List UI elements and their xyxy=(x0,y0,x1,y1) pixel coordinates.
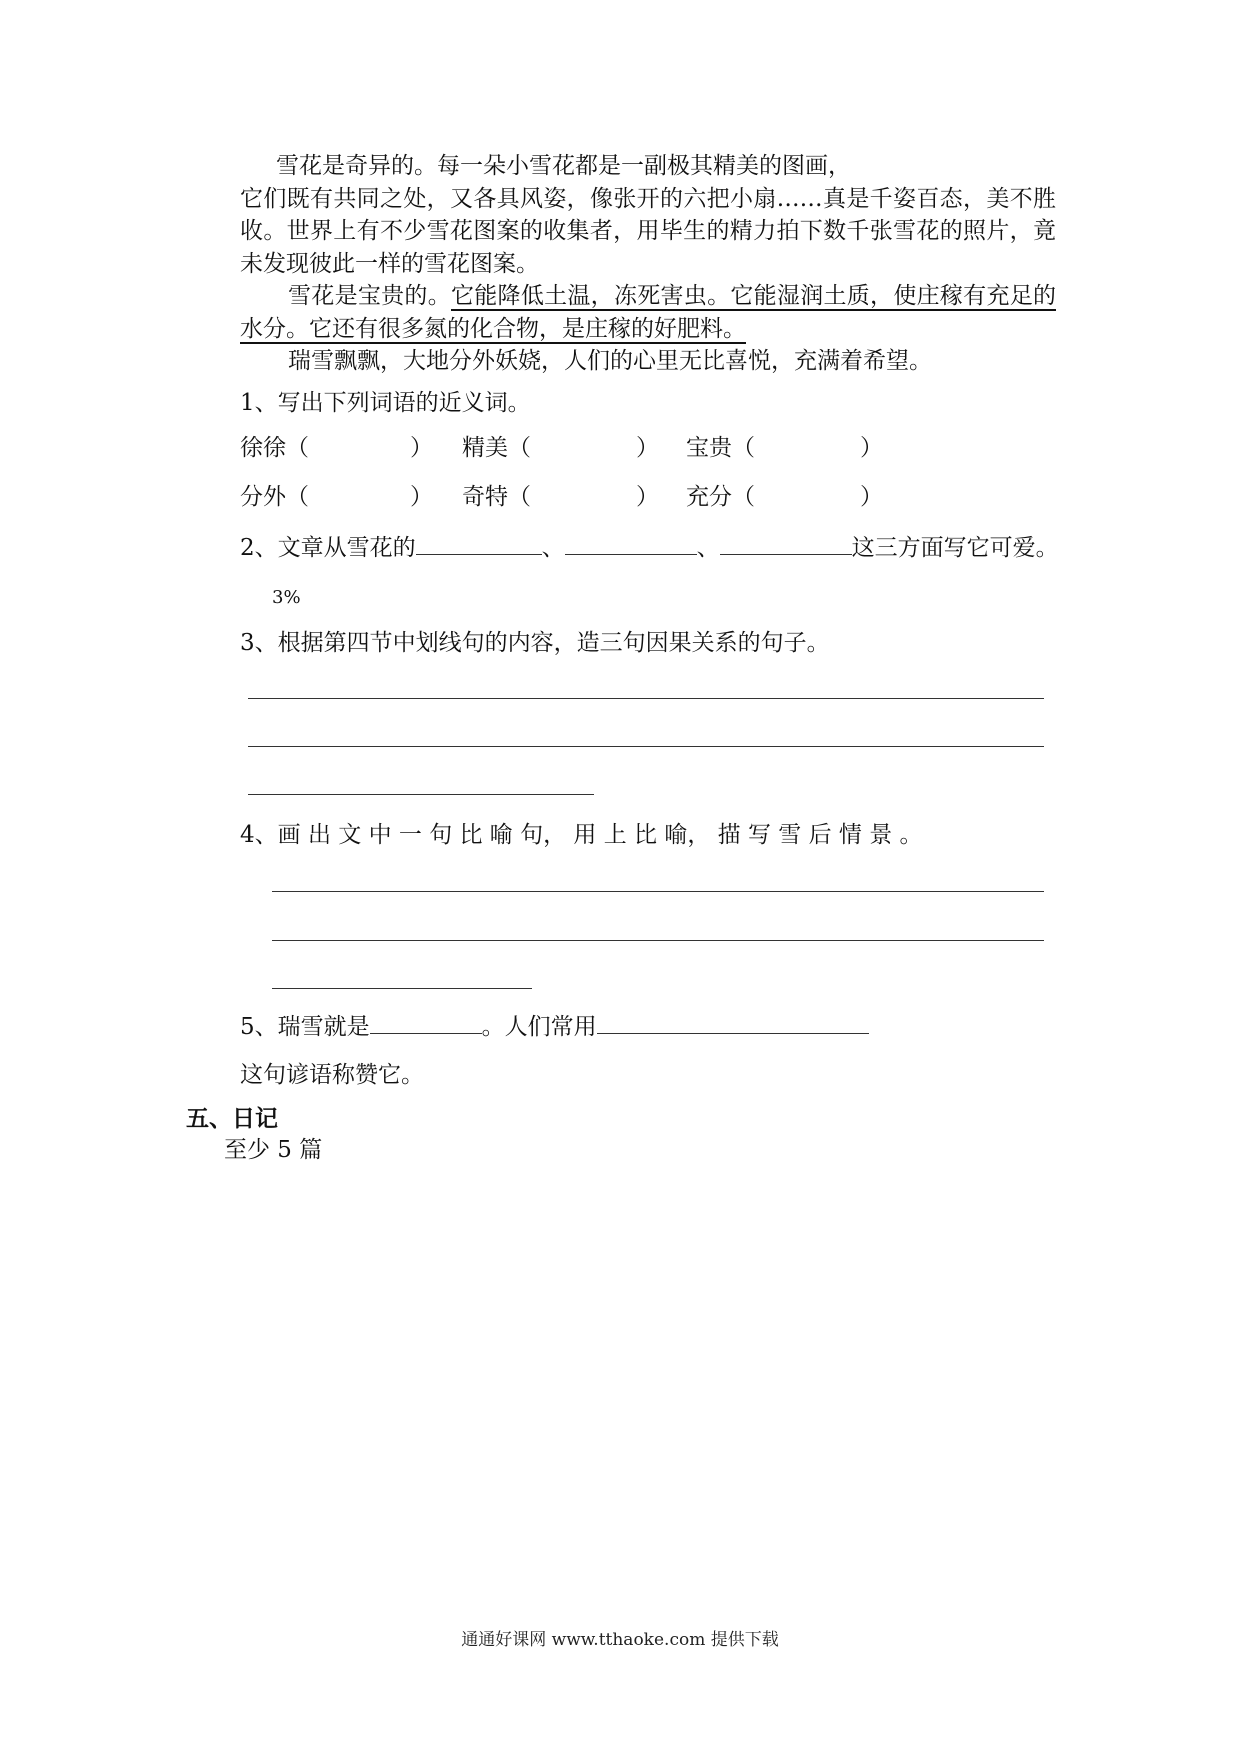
question-1: 1、写出下列词语的近义词。 xyxy=(240,390,531,416)
page-footer: 通通好课网 www.tthaoke.com 提供下载 xyxy=(461,1630,779,1650)
answer-blank-5b[interactable] xyxy=(597,1013,869,1034)
question-2-suffix: 这三方面写它可爱。 xyxy=(851,535,1059,561)
answer-line-3a[interactable] xyxy=(248,698,1044,699)
underlined-sentences: 它能降低土温，冻死害虫。它能湿润土质，使庄稼有充足的水分。它还有很多氮的化合物，是庄稼的好肥料。 xyxy=(240,283,1056,342)
answer-line-4c[interactable] xyxy=(272,988,532,989)
synonym-close-6: ） xyxy=(860,484,883,510)
passage-paragraph-3: 瑞雪飘飘，大地分外妖娆，人们的心里无比喜悦，充满着希望。 xyxy=(288,348,932,374)
synonym-item-4: 分外（ xyxy=(240,484,309,510)
synonym-item-6: 充分（ xyxy=(686,484,755,510)
synonym-item-2: 精美（ xyxy=(462,435,531,461)
answer-line-4b[interactable] xyxy=(272,940,1044,941)
section-5-note: 至少 5 篇 xyxy=(224,1137,323,1163)
answer-blank-5a[interactable] xyxy=(370,1013,482,1034)
synonym-close-1: ） xyxy=(410,435,433,461)
question-2 xyxy=(240,533,1059,563)
synonym-close-3: ） xyxy=(860,435,883,461)
answer-blank-3[interactable] xyxy=(720,534,852,555)
passage-paragraph-2 xyxy=(240,280,1056,345)
answer-blank-1[interactable] xyxy=(416,534,542,555)
answer-line-3b[interactable] xyxy=(248,746,1044,747)
question-2-prefix: 2、文章从雪花的 xyxy=(240,535,416,561)
synonym-close-4: ） xyxy=(410,484,433,510)
reading-passage xyxy=(240,150,1056,378)
question-2-separator-2: 、 xyxy=(696,535,720,561)
synonym-item-1: 徐徐（ xyxy=(240,435,309,461)
synonym-item-3: 宝贵（ xyxy=(686,435,755,461)
synonym-close-2: ） xyxy=(636,435,659,461)
passage-line-1: 雪花是奇异的。每一朵小雪花都是一副极其精美的图画， xyxy=(276,153,851,179)
synonym-close-5: ） xyxy=(636,484,659,510)
answer-blank-2[interactable] xyxy=(565,534,697,555)
section-5-heading: 五、日记 xyxy=(186,1106,278,1132)
synonym-item-5: 奇特（ xyxy=(462,484,531,510)
question-2-separator-1: 、 xyxy=(541,535,565,561)
question-3: 3、根据第四节中划线句的内容，造三句因果关系的句子。 xyxy=(240,630,830,656)
question-5-middle: 。人们常用 xyxy=(481,1014,597,1040)
question-5-continuation: 这句谚语称赞它。 xyxy=(240,1062,424,1088)
question-2-note: 3% xyxy=(272,587,301,608)
question-5-prefix: 5、瑞雪就是 xyxy=(240,1014,370,1040)
passage-paragraph-1: 它们既有共同之处，又各具风姿，像张开的六把小扇……真是千姿百态，美不胜收。世界上有不少雪花图案的收集者，用毕生的精力拍下数千张雪花的照片，竟未发现彼此一样的雪花图案。 xyxy=(240,185,1056,277)
answer-line-4a[interactable] xyxy=(272,891,1044,892)
paragraph-2-lead: 雪花是宝贵的。 xyxy=(288,283,451,309)
question-5 xyxy=(240,1012,869,1042)
answer-line-3c[interactable] xyxy=(248,794,594,795)
question-4: 4、画 出 文 中 一 句 比 喻 句， 用 上 比 喻， 描 写 雪 后 情 景 。 xyxy=(240,822,923,848)
